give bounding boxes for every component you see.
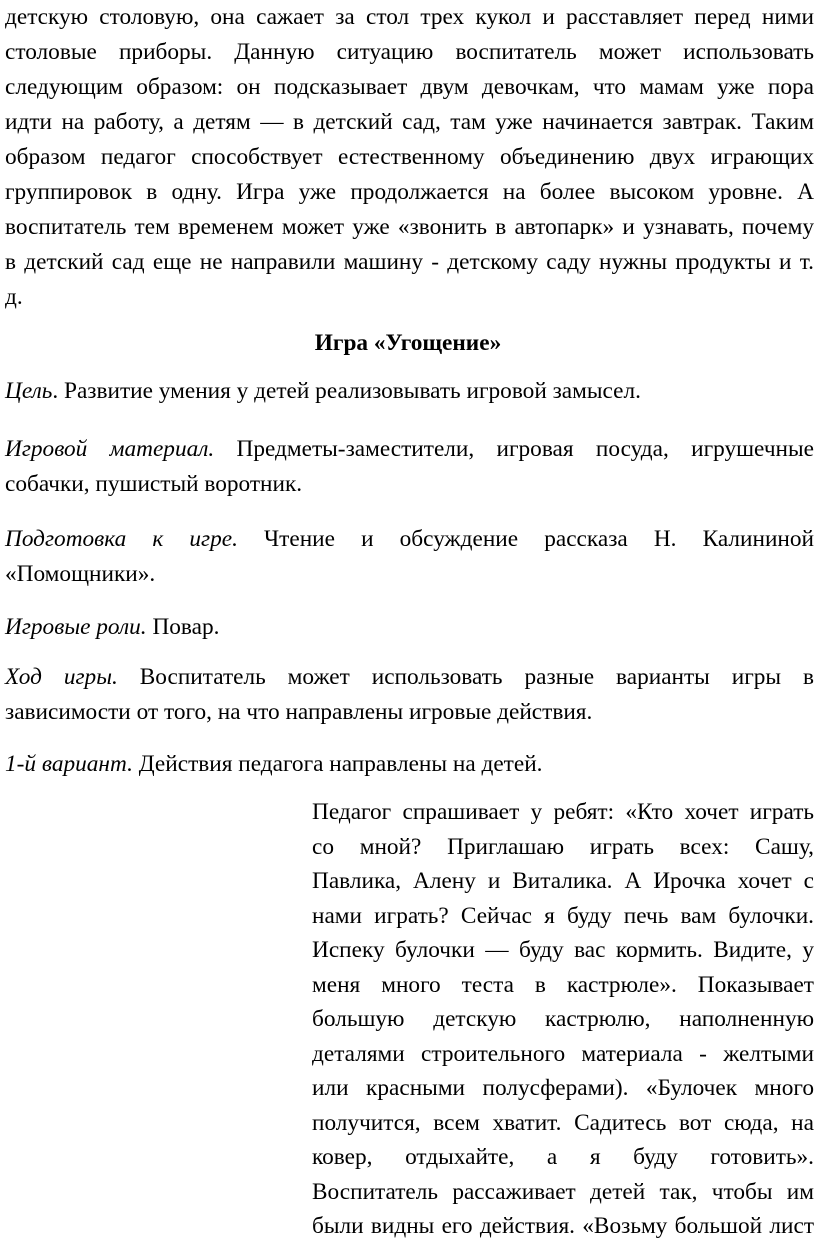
right-line-12: Воспитатель рассаживает детей так, чтобы им <box>312 1178 814 1205</box>
course-label: Ход игры. <box>5 664 118 690</box>
right-line-1: Педагог спрашивает у ребят: «Кто хочет играть <box>312 799 814 825</box>
right-line-5: Испеку булочки — буду вас кормить. Видите, у <box>312 937 814 963</box>
intro-line-5: образом педагог способствует естественному объединению двух играющих <box>5 144 814 170</box>
intro-line-2: столовые приборы. Данную ситуацию воспитатель может использовать <box>5 39 814 65</box>
intro-line-4: идти на работу, а детям — в детский сад, там уже начинается завтрак. Таким <box>5 109 814 135</box>
roles-label: Игровые роли. <box>5 614 147 640</box>
right-line-7: большую детскую кастрюлю, наполненную <box>312 1006 814 1032</box>
right-line-10: получится, всем хватит. Садитесь вот сюда, на <box>312 1109 814 1136</box>
preparation-text-1: Чтение и обсуждение рассказа Н. Калининой <box>237 526 814 552</box>
right-line-4: нами играть? Сейчас я буду печь вам булочки. <box>312 902 814 929</box>
right-line-2: со мной? Приглашаю играть всех: Сашу, <box>312 833 814 860</box>
goal-text: . Развитие умения у детей реализовывать игровой замысел. <box>52 378 641 404</box>
intro-line-6: группировок в одну. Игра уже продолжается на более высоком уровне. А <box>5 179 814 205</box>
section-title: Игра «Угощение» <box>314 330 502 356</box>
intro-line-3: следующим образом: он подсказывает двум девочкам, что мамам уже пора <box>5 74 814 100</box>
goal-label: Цель <box>5 378 53 404</box>
preparation-line-2: «Помощники». <box>5 561 156 587</box>
roles-text: Повар. <box>146 614 220 640</box>
course-line-2: зависимости от того, на что направлены игровые действия. <box>5 699 593 725</box>
variant1-paragraph <box>5 747 543 781</box>
material-text-1: Предметы-заместители, игровая посуда, игрушечные <box>214 436 814 462</box>
variant1-label: 1-й вариант. <box>5 751 133 777</box>
intro-line-1: детскую столовую, она сажает за стол трех кукол и расставляет перед ними <box>5 4 814 30</box>
goal-paragraph <box>5 374 641 408</box>
preparation-line-1 <box>5 522 814 556</box>
right-line-13: были видны его действия. «Возьму большой лист <box>312 1213 814 1239</box>
material-line-1 <box>5 432 814 466</box>
right-line-9: или красными полусферами). «Булочек много <box>312 1075 814 1101</box>
course-line-1 <box>5 660 814 694</box>
intro-line-7: воспитатель тем временем может уже «звонить в автопарк» и узнавать, почему <box>5 214 814 240</box>
right-line-6: меня много теста в кастрюле». Показывает <box>312 971 814 998</box>
course-text-1: Воспитатель может использовать разные варианты игры в <box>117 664 815 690</box>
material-label: Игровой материал. <box>5 436 215 462</box>
right-line-11: ковер, отдыхайте, а я буду готовить». <box>312 1144 814 1170</box>
preparation-label: Подготовка к игре. <box>5 526 238 552</box>
right-line-3: Павлика, Алену и Виталика. А Ирочка хочет с <box>312 868 814 894</box>
material-line-2: собачки, пушистый воротник. <box>5 471 303 497</box>
intro-line-8: в детский сад еще не направили машину - детскому саду нужны продукты и т. <box>5 249 814 275</box>
right-line-8: деталями строительного материала - желтыми <box>312 1040 814 1067</box>
roles-paragraph <box>5 610 219 644</box>
variant1-text: Действия педагога направлены на детей. <box>132 751 543 777</box>
intro-line-9: д. <box>5 284 23 310</box>
